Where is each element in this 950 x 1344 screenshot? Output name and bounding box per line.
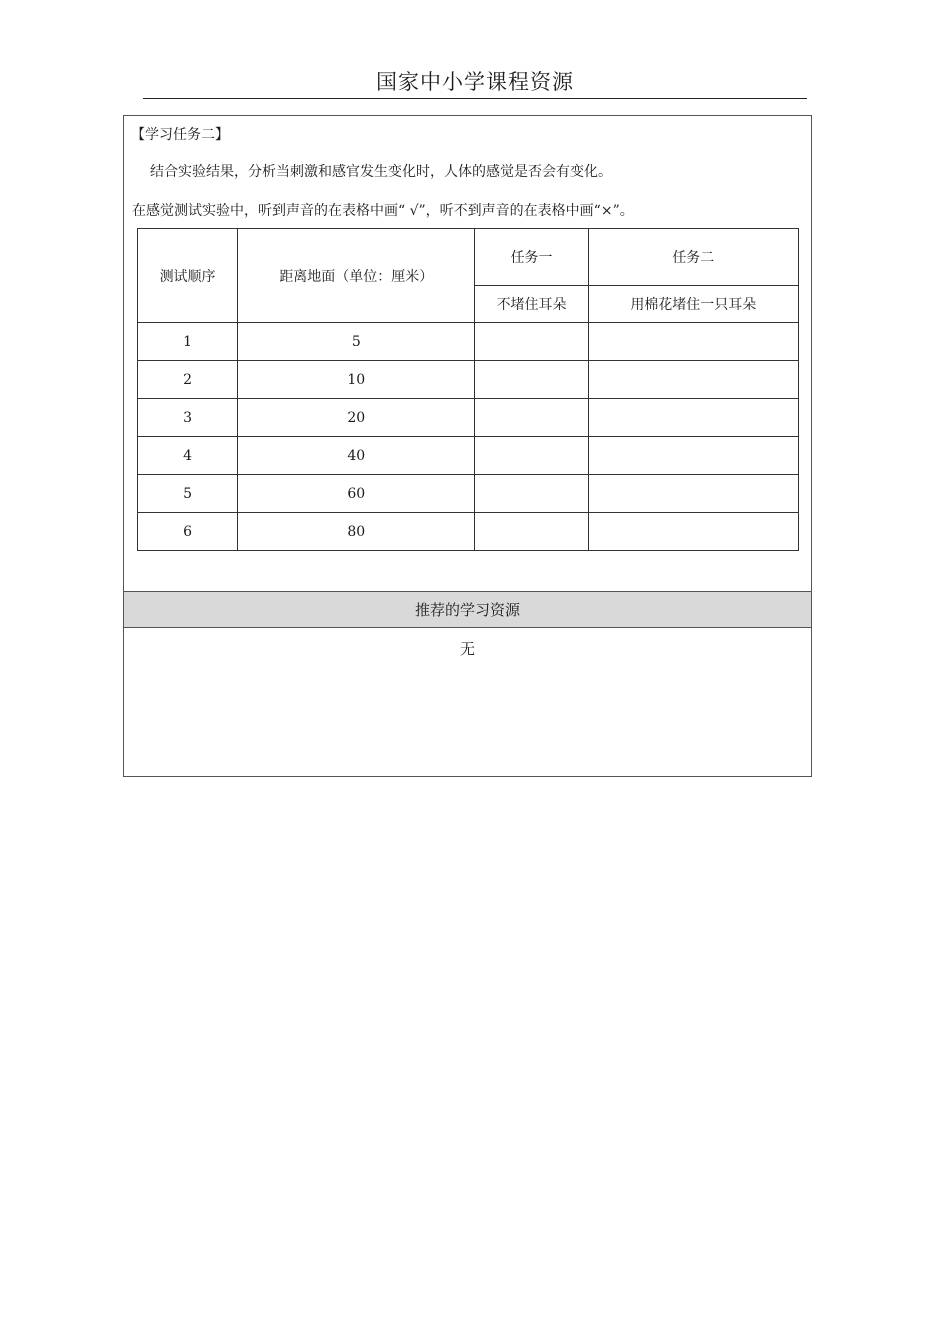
- cell-task1[interactable]: [475, 475, 588, 513]
- cell-distance: 60: [238, 475, 475, 513]
- cell-task1[interactable]: [475, 437, 588, 475]
- header-task2-sub: 用棉花堵住一只耳朵: [588, 286, 798, 323]
- cell-task2[interactable]: [588, 513, 798, 551]
- cell-task2[interactable]: [588, 437, 798, 475]
- resources-heading: 推荐的学习资源: [124, 591, 811, 628]
- cell-distance: 40: [238, 437, 475, 475]
- cell-task1[interactable]: [475, 361, 588, 399]
- experiment-table: [137, 228, 799, 551]
- header-task1-sub: 不堵住耳朵: [475, 286, 588, 323]
- cell-task2[interactable]: [588, 361, 798, 399]
- task-description: 在感觉测试实验中，听到声音的在表格中画“ √”，听不到声音的在表格中画“×”。: [132, 203, 634, 219]
- header-task2: 任务二: [588, 229, 798, 286]
- cell-task1[interactable]: [475, 323, 588, 361]
- cell-task1[interactable]: [475, 399, 588, 437]
- cell-order: 4: [138, 437, 238, 475]
- cell-distance: 5: [238, 323, 475, 361]
- table-row: [138, 437, 799, 475]
- table-row: [138, 513, 799, 551]
- header-task1: 任务一: [475, 229, 588, 286]
- task-title: 【学习任务二】: [131, 127, 229, 143]
- table-row: [138, 323, 799, 361]
- cell-order: 3: [138, 399, 238, 437]
- header-divider: [143, 98, 807, 99]
- cell-distance: 20: [238, 399, 475, 437]
- cell-distance: 10: [238, 361, 475, 399]
- header-distance: 距离地面（单位：厘米）: [238, 229, 475, 323]
- table-row: [138, 475, 799, 513]
- cell-distance: 80: [238, 513, 475, 551]
- cell-order: 6: [138, 513, 238, 551]
- cell-task2[interactable]: [588, 323, 798, 361]
- task-instruction: 结合实验结果，分析当刺激和感官发生变化时，人体的感觉是否会有变化。: [150, 164, 612, 180]
- page-header-title: 国家中小学课程资源: [376, 70, 574, 94]
- table-row: [138, 399, 799, 437]
- cell-task2[interactable]: [588, 475, 798, 513]
- cell-task2[interactable]: [588, 399, 798, 437]
- table-row: [138, 361, 799, 399]
- cell-task1[interactable]: [475, 513, 588, 551]
- resources-content: 无: [459, 640, 475, 658]
- cell-order: 5: [138, 475, 238, 513]
- header-order: 测试顺序: [138, 229, 238, 323]
- cell-order: 1: [138, 323, 238, 361]
- cell-order: 2: [138, 361, 238, 399]
